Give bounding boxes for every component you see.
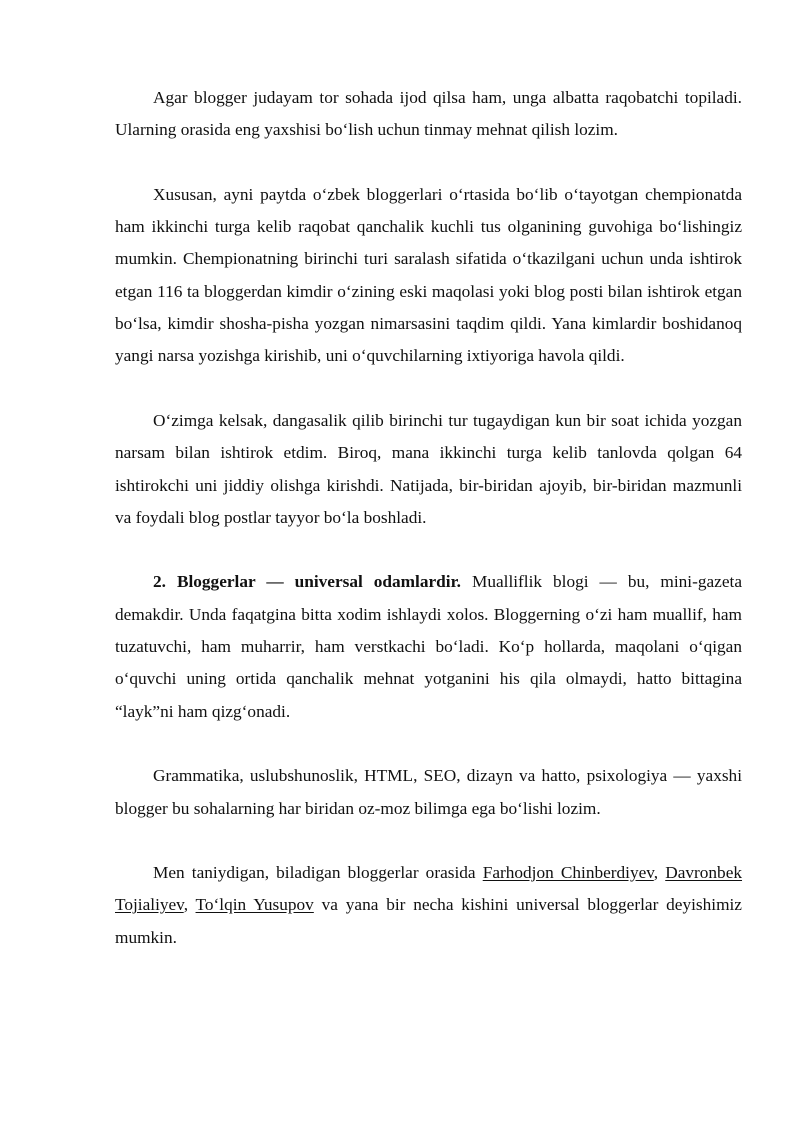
section-heading: 2. Bloggerlar — universal odamlardir. [153, 572, 461, 592]
link-davronbek-tojialiyev[interactable]: Davronbek Tojialiyev [115, 863, 743, 915]
paragraph-2: Xususan, ayni paytda o‘zbek bloggerlari o‘rtasida bo‘lib o‘tayotgan chempionatda ham ikkinchi turga kelib raqobat qanchalik kuchli tus olganining guvohiga bo‘lishingiz mumkin. Chempionatning birinchi turi saralash sifatida o‘tkazilgani uchun unda ishtirok etgan 116 ta bloggerdan kimdir o‘zining eski maqolasi yoki blog posti bilan ishtirok etgan bo‘lsa, kimdir shosha-pisha yozgan nimarsasini taqdim qildi. Yana kimlardir boshidanoq yangi narsa yozishga kirishib, uni o‘quvchilarning ixtiyoriga havola qildi. [115, 184, 742, 366]
paragraph-4 [115, 566, 742, 727]
link-tolqin-yusupov[interactable]: To‘lqin Yusupov [195, 895, 314, 915]
paragraph-4-body: Mualliflik blogi — bu, mini-gazeta demakdir. Unda faqatgina bitta xodim ishlaydi xolos. Bloggerning o‘zi ham muallif, ham tuzatuvchi, ham muharrir, ham verstkachi bo‘ladi. Ko‘p hollarda, maqolani o‘qigan o‘quvchi uning ortida qanchalik mehnat yotganini his qila olmaydi, hatto bittagina “layk”ni ham qizg‘onadi. [115, 572, 742, 721]
paragraph-6 [115, 857, 742, 954]
paragraph-5: Grammatika, uslubshunoslik, HTML, SEO, dizayn va hatto, psixologiya — yaxshi blogger bu sohalarning har biridan oz-moz bilimga ega bo‘lishi lozim. [115, 766, 742, 818]
separator: , [183, 895, 196, 915]
separator: , [653, 863, 666, 883]
link-farhodjon-chinberdiyev[interactable]: Farhodjon Chinberdiyev [482, 863, 654, 883]
paragraph-6-outro: va yana bir necha kishini universal bloggerlar deyishimiz mumkin. [115, 895, 742, 947]
paragraph-1: Agar blogger judayam tor sohada ijod qilsa ham, unga albatta raqobatchi topiladi. Ularning orasida eng yaxshisi bo‘lish uchun tinmay mehnat qilish lozim. [115, 88, 742, 140]
paragraph-6-intro: Men taniydigan, biladigan bloggerlar orasida [153, 863, 483, 883]
document-page [115, 82, 742, 986]
paragraph-3: O‘zimga kelsak, dangasalik qilib birinchi tur tugaydigan kun bir soat ichida yozgan narsam bilan ishtirok etdim. Biroq, mana ikkinchi turga kelib tanlovda qolgan 64 ishtirokchi uni jiddiy olishga kirishdi. Natijada, bir-biridan ajoyib, bir-biridan mazmunli va foydali blog postlar tayyor bo‘la boshladi. [115, 410, 742, 527]
